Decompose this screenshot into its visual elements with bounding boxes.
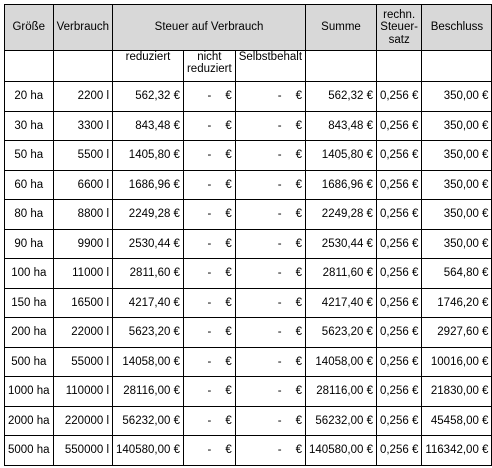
dash-euro	[239, 179, 302, 191]
dash-euro	[239, 444, 302, 456]
dash: -	[207, 385, 212, 398]
table-row	[5, 141, 492, 171]
euro-sign: €	[225, 326, 232, 339]
cell-selbstbehalt	[235, 170, 305, 200]
cell-reduziert: 2530,44 €	[113, 229, 184, 259]
dash-euro	[187, 297, 232, 309]
cell-summe: 14058,00 €	[306, 347, 377, 377]
subheader-empty-summe	[306, 51, 377, 82]
dash: -	[277, 149, 282, 162]
euro-sign: €	[295, 326, 303, 339]
cell-beschluss: 21830,00 €	[422, 377, 492, 407]
cell-verbrauch: 2200 l	[53, 82, 112, 112]
euro-sign: €	[295, 267, 303, 280]
cell-nicht-reduziert	[183, 111, 235, 141]
cell-size: 100 ha	[5, 259, 54, 289]
table-row	[5, 200, 492, 230]
header-verbrauch: Verbrauch	[53, 5, 112, 51]
dash-euro	[187, 120, 232, 132]
cell-selbstbehalt	[235, 288, 305, 318]
dash: -	[277, 326, 282, 339]
dash-euro	[239, 120, 302, 132]
table-row	[5, 259, 492, 289]
dash-euro	[187, 208, 232, 220]
dash: -	[207, 149, 212, 162]
cell-selbstbehalt	[235, 347, 305, 377]
cell-size: 2000 ha	[5, 406, 54, 436]
cell-nicht-reduziert	[183, 347, 235, 377]
dash-euro	[239, 208, 302, 220]
cell-satz: 0,256 €	[376, 170, 421, 200]
cell-size: 20 ha	[5, 82, 54, 112]
cell-nicht-reduziert	[183, 200, 235, 230]
dash: -	[207, 267, 212, 280]
cell-selbstbehalt	[235, 436, 305, 466]
dash: -	[277, 208, 282, 221]
cell-satz: 0,256 €	[376, 82, 421, 112]
euro-sign: €	[295, 355, 303, 368]
dash: -	[207, 208, 212, 221]
dash-euro	[187, 238, 232, 250]
table-row	[5, 288, 492, 318]
cell-selbstbehalt	[235, 111, 305, 141]
euro-sign: €	[295, 149, 303, 162]
euro-sign: €	[225, 90, 232, 103]
euro-sign: €	[225, 444, 232, 457]
cell-summe: 1405,80 €	[306, 141, 377, 171]
cell-summe: 562,32 €	[306, 82, 377, 112]
cell-beschluss: 350,00 €	[422, 141, 492, 171]
dash: -	[207, 119, 212, 132]
cell-reduziert: 562,32 €	[113, 82, 184, 112]
cell-beschluss: 2927,60 €	[422, 318, 492, 348]
cell-reduziert: 140580,00 €	[113, 436, 184, 466]
cell-nicht-reduziert	[183, 141, 235, 171]
dash-euro	[187, 90, 232, 102]
dash-euro	[239, 238, 302, 250]
dash-euro	[239, 356, 302, 368]
euro-sign: €	[295, 90, 303, 103]
cell-verbrauch: 11000 l	[53, 259, 112, 289]
table-row	[5, 82, 492, 112]
cell-summe: 5623,20 €	[306, 318, 377, 348]
cell-satz: 0,256 €	[376, 200, 421, 230]
cell-beschluss: 10016,00 €	[422, 347, 492, 377]
dash: -	[277, 414, 282, 427]
dash-euro	[239, 90, 302, 102]
dash: -	[207, 237, 212, 250]
cell-nicht-reduziert	[183, 259, 235, 289]
cell-satz: 0,256 €	[376, 318, 421, 348]
cell-beschluss: 350,00 €	[422, 229, 492, 259]
header-groesse: Größe	[5, 5, 54, 51]
cell-size: 200 ha	[5, 318, 54, 348]
cell-satz: 0,256 €	[376, 436, 421, 466]
subheader-nicht-line1: nicht	[197, 51, 222, 63]
dash-euro	[239, 149, 302, 161]
euro-sign: €	[295, 414, 303, 427]
cell-beschluss: 350,00 €	[422, 82, 492, 112]
cell-summe: 843,48 €	[306, 111, 377, 141]
cell-nicht-reduziert	[183, 288, 235, 318]
subheader-nicht-line2: reduziert	[186, 63, 232, 76]
cell-size: 150 ha	[5, 288, 54, 318]
subheader-empty-groesse	[5, 51, 54, 82]
euro-sign: €	[295, 444, 303, 457]
dash-euro	[187, 179, 232, 191]
cell-size: 80 ha	[5, 200, 54, 230]
dash: -	[277, 385, 282, 398]
cell-verbrauch: 550000 l	[53, 436, 112, 466]
dash: -	[277, 444, 282, 457]
euro-sign: €	[225, 267, 232, 280]
euro-sign: €	[225, 237, 232, 250]
cell-selbstbehalt	[235, 229, 305, 259]
cell-size: 30 ha	[5, 111, 54, 141]
cell-beschluss: 564,80 €	[422, 259, 492, 289]
dash: -	[277, 296, 282, 309]
cell-nicht-reduziert	[183, 406, 235, 436]
table-row	[5, 229, 492, 259]
table-row	[5, 406, 492, 436]
cell-size: 1000 ha	[5, 377, 54, 407]
table-row	[5, 377, 492, 407]
subheader-row	[5, 51, 492, 82]
subheader-nicht-reduziert	[183, 51, 235, 82]
euro-sign: €	[295, 296, 303, 309]
cell-verbrauch: 22000 l	[53, 318, 112, 348]
euro-sign: €	[295, 119, 303, 132]
euro-sign: €	[295, 178, 303, 191]
euro-sign: €	[225, 119, 232, 132]
cell-satz: 0,256 €	[376, 377, 421, 407]
header-satz-line2: Steuer-	[380, 21, 419, 34]
header-beschluss: Beschluss	[422, 5, 492, 51]
table-row	[5, 170, 492, 200]
cell-beschluss: 350,00 €	[422, 170, 492, 200]
cell-reduziert: 14058,00 €	[113, 347, 184, 377]
dash-euro	[187, 415, 232, 427]
cell-reduziert: 843,48 €	[113, 111, 184, 141]
cell-nicht-reduziert	[183, 229, 235, 259]
dash-euro	[239, 415, 302, 427]
cell-verbrauch: 6600 l	[53, 170, 112, 200]
cell-size: 50 ha	[5, 141, 54, 171]
dash: -	[277, 119, 282, 132]
cell-reduziert: 56232,00 €	[113, 406, 184, 436]
cell-size: 90 ha	[5, 229, 54, 259]
cell-beschluss: 1746,20 €	[422, 288, 492, 318]
dash-euro	[187, 326, 232, 338]
dash: -	[207, 296, 212, 309]
cell-reduziert: 2811,60 €	[113, 259, 184, 289]
cell-verbrauch: 220000 l	[53, 406, 112, 436]
cell-beschluss: 45458,00 €	[422, 406, 492, 436]
euro-sign: €	[225, 296, 232, 309]
header-satz	[376, 5, 421, 51]
dash-euro	[239, 326, 302, 338]
euro-sign: €	[225, 178, 232, 191]
cell-summe: 140580,00 €	[306, 436, 377, 466]
cell-size: 60 ha	[5, 170, 54, 200]
cell-satz: 0,256 €	[376, 288, 421, 318]
cell-nicht-reduziert	[183, 318, 235, 348]
table-row	[5, 318, 492, 348]
dash: -	[207, 444, 212, 457]
cell-size: 500 ha	[5, 347, 54, 377]
euro-sign: €	[295, 385, 303, 398]
dash: -	[207, 90, 212, 103]
cell-verbrauch: 8800 l	[53, 200, 112, 230]
dash-euro	[239, 385, 302, 397]
cell-satz: 0,256 €	[376, 406, 421, 436]
cell-reduziert: 1686,96 €	[113, 170, 184, 200]
cell-verbrauch: 3300 l	[53, 111, 112, 141]
subheader-empty-beschluss	[422, 51, 492, 82]
dash-euro	[239, 297, 302, 309]
table-row	[5, 111, 492, 141]
cell-satz: 0,256 €	[376, 259, 421, 289]
cell-selbstbehalt	[235, 377, 305, 407]
cell-beschluss: 350,00 €	[422, 111, 492, 141]
cell-nicht-reduziert	[183, 377, 235, 407]
dash: -	[277, 178, 282, 191]
dash: -	[207, 414, 212, 427]
dash-euro	[239, 267, 302, 279]
cell-verbrauch: 9900 l	[53, 229, 112, 259]
cell-reduziert: 5623,20 €	[113, 318, 184, 348]
cell-satz: 0,256 €	[376, 347, 421, 377]
cell-satz: 0,256 €	[376, 141, 421, 171]
dash: -	[277, 355, 282, 368]
cell-satz: 0,256 €	[376, 229, 421, 259]
cell-verbrauch: 110000 l	[53, 377, 112, 407]
dash-euro	[187, 444, 232, 456]
cell-summe: 1686,96 €	[306, 170, 377, 200]
cell-reduziert: 28116,00 €	[113, 377, 184, 407]
euro-sign: €	[295, 237, 303, 250]
cell-summe: 2811,60 €	[306, 259, 377, 289]
header-satz-line3: satz	[388, 33, 410, 46]
cell-verbrauch: 5500 l	[53, 141, 112, 171]
cell-verbrauch: 16500 l	[53, 288, 112, 318]
table-row	[5, 436, 492, 466]
cell-summe: 2530,44 €	[306, 229, 377, 259]
dash-euro	[187, 385, 232, 397]
cell-nicht-reduziert	[183, 82, 235, 112]
cell-selbstbehalt	[235, 318, 305, 348]
cell-reduziert: 1405,80 €	[113, 141, 184, 171]
euro-sign: €	[225, 149, 232, 162]
dash-euro	[187, 149, 232, 161]
cell-selbstbehalt	[235, 406, 305, 436]
cell-nicht-reduziert	[183, 170, 235, 200]
cell-selbstbehalt	[235, 141, 305, 171]
cell-summe: 4217,40 €	[306, 288, 377, 318]
table-row	[5, 347, 492, 377]
euro-sign: €	[295, 208, 303, 221]
cell-summe: 56232,00 €	[306, 406, 377, 436]
cell-summe: 28116,00 €	[306, 377, 377, 407]
dash-euro	[187, 356, 232, 368]
euro-sign: €	[225, 385, 232, 398]
euro-sign: €	[225, 355, 232, 368]
cell-selbstbehalt	[235, 200, 305, 230]
dash: -	[277, 237, 282, 250]
subheader-empty-satz	[376, 51, 421, 82]
cell-selbstbehalt	[235, 259, 305, 289]
dash: -	[207, 178, 212, 191]
cell-summe: 2249,28 €	[306, 200, 377, 230]
euro-sign: €	[225, 208, 232, 221]
cell-nicht-reduziert	[183, 436, 235, 466]
header-steuer: Steuer auf Verbrauch	[113, 5, 306, 51]
cell-beschluss: 350,00 €	[422, 200, 492, 230]
subheader-reduziert: reduziert	[113, 51, 184, 82]
cell-size: 5000 ha	[5, 436, 54, 466]
subheader-selbstbehalt: Selbstbehalt	[235, 51, 305, 82]
header-row	[5, 5, 492, 51]
cell-selbstbehalt	[235, 82, 305, 112]
dash: -	[277, 267, 282, 280]
subheader-empty-verbrauch	[53, 51, 112, 82]
header-satz-line1: rechn.	[383, 8, 416, 21]
dash: -	[207, 355, 212, 368]
tax-table	[4, 4, 492, 466]
cell-verbrauch: 55000 l	[53, 347, 112, 377]
cell-satz: 0,256 €	[376, 111, 421, 141]
cell-reduziert: 4217,40 €	[113, 288, 184, 318]
cell-beschluss: 116342,00 €	[422, 436, 492, 466]
header-summe: Summe	[306, 5, 377, 51]
euro-sign: €	[225, 414, 232, 427]
cell-reduziert: 2249,28 €	[113, 200, 184, 230]
dash-euro	[187, 267, 232, 279]
dash: -	[207, 326, 212, 339]
dash: -	[277, 90, 282, 103]
